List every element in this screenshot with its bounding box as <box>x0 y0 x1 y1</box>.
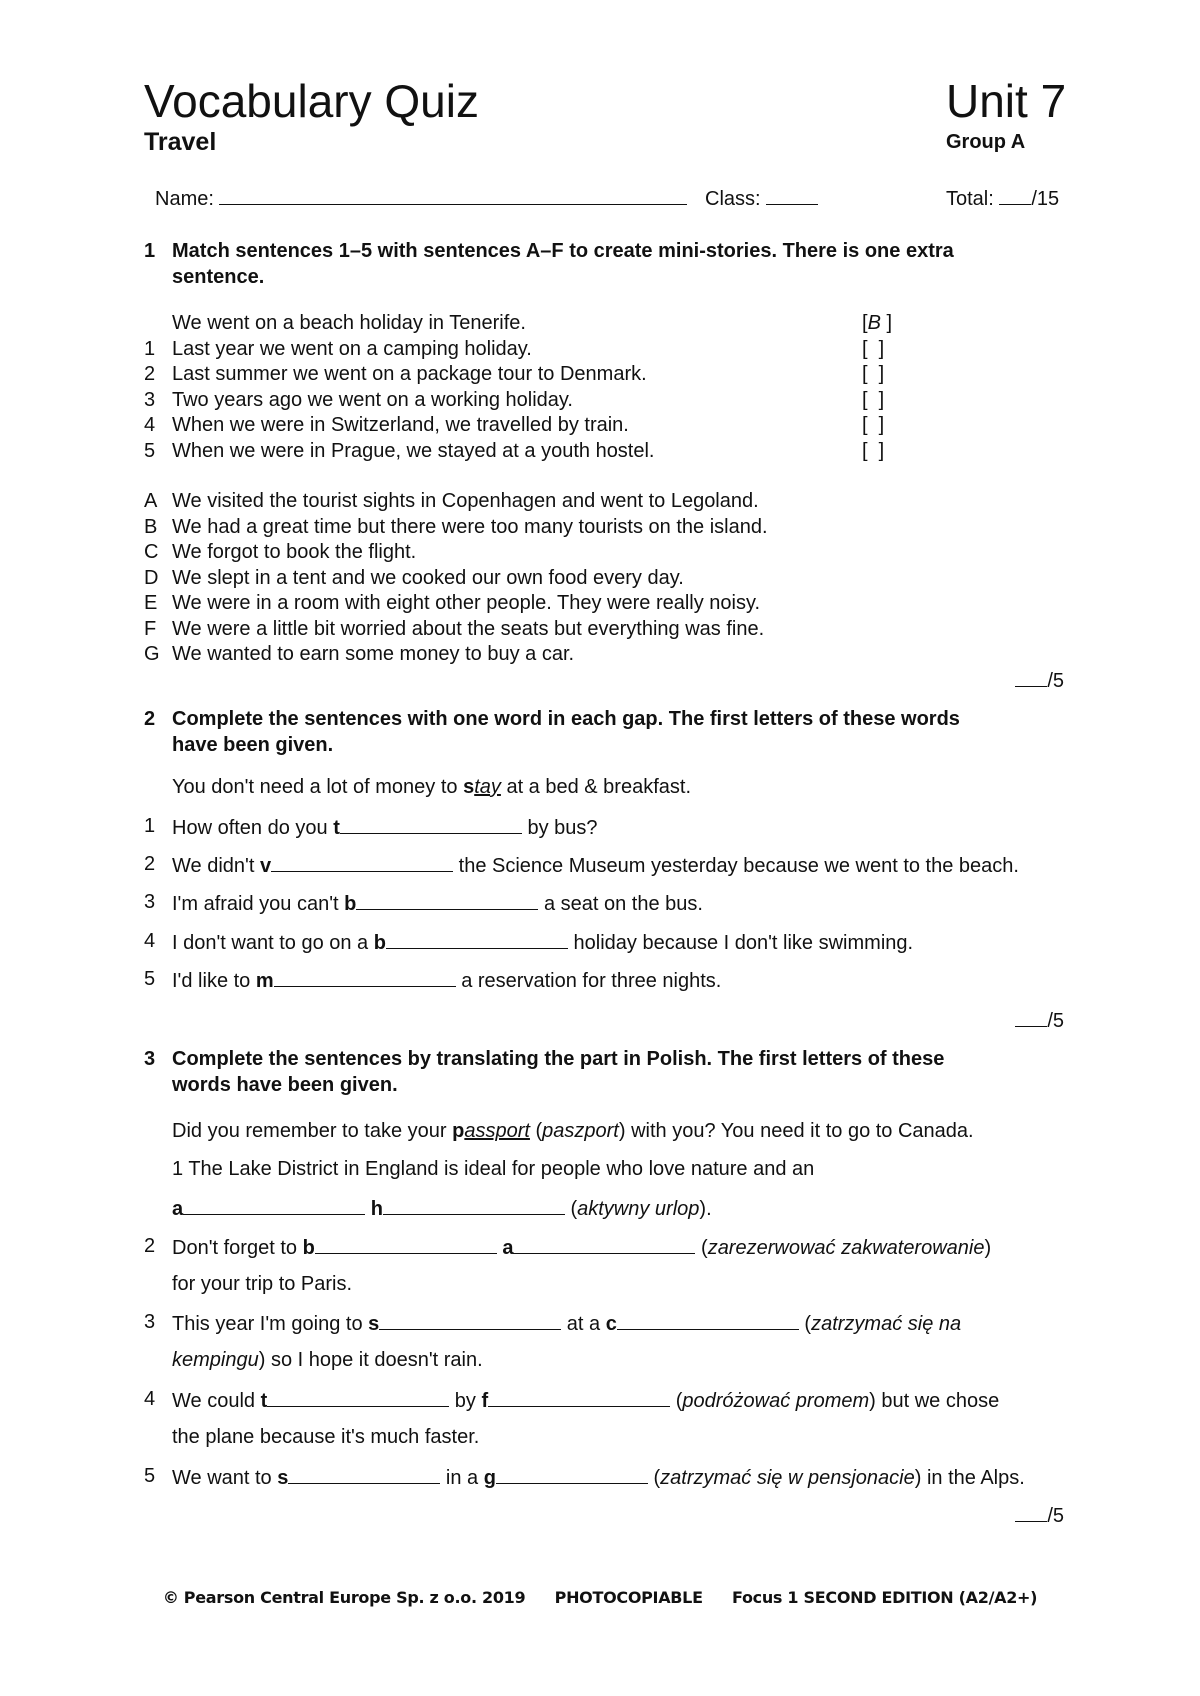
q3-gap-1a[interactable] <box>183 1196 365 1215</box>
page-title: Vocabulary Quiz <box>144 75 479 127</box>
unit-label: Unit 7 <box>946 75 1067 127</box>
q2-gap-1[interactable] <box>340 815 522 834</box>
q3-number: 3 <box>144 1048 156 1070</box>
q3-gap-2b[interactable] <box>315 1235 497 1254</box>
footer-edition: Focus 1 SECOND EDITION (A2/A2+) <box>731 1588 1038 1607</box>
footer-copyright: © Pearson Central Europe Sp. z o.o. 2019 <box>162 1588 526 1607</box>
q3-score[interactable]: /5 <box>1015 1503 1064 1528</box>
q2-gap-3[interactable] <box>356 891 538 910</box>
class-label: Class: <box>705 188 761 210</box>
q3-gap-5s[interactable] <box>288 1465 440 1484</box>
total-field[interactable] <box>946 186 1059 211</box>
q1-answer-box-4[interactable]: [ ] <box>862 414 885 436</box>
name-label: Name: <box>155 188 214 210</box>
total-line[interactable] <box>999 186 1031 205</box>
q3-gap-5g[interactable] <box>496 1465 648 1484</box>
q3-gap-1h[interactable] <box>383 1196 565 1215</box>
q2-number: 2 <box>144 708 156 730</box>
q3-gap-4t[interactable] <box>267 1388 449 1407</box>
q2-instruction-line1: Complete the sentences with one word in each gap. The first letters of these words <box>172 708 960 730</box>
total-max: /15 <box>1031 188 1060 210</box>
group-label: Group A <box>946 131 1026 153</box>
q3-instruction-line2: words have been given. <box>172 1074 398 1096</box>
q1-answer-box-5[interactable]: [ ] <box>862 439 885 462</box>
q3-gap-4f[interactable] <box>488 1388 670 1407</box>
name-field[interactable] <box>155 186 687 211</box>
q1-instruction-line1: Match sentences 1–5 with sentences A–F to create mini-stories. There is one extra <box>172 240 954 262</box>
q2-gap-2[interactable] <box>271 853 453 872</box>
q1-score[interactable]: /5 <box>1015 668 1064 693</box>
class-line[interactable] <box>766 186 818 205</box>
q1-number: 1 <box>144 240 156 262</box>
q2-instruction-line2: have been given. <box>172 734 334 756</box>
q1-instruction-line2: sentence. <box>172 266 265 288</box>
q2-gap-5[interactable] <box>274 968 456 987</box>
total-label: Total: <box>946 188 994 210</box>
topic-label: Travel <box>144 128 217 156</box>
q3-gap-2a[interactable] <box>513 1235 695 1254</box>
q3-instruction-line1: Complete the sentences by translating the part in Polish. The first letters of these <box>172 1048 945 1070</box>
footer <box>0 1588 1200 1607</box>
q2-instruction <box>172 706 960 758</box>
q2-gap-4[interactable] <box>386 930 568 949</box>
q1-example-answer: [B ] <box>862 312 893 334</box>
q2-score[interactable]: /5 <box>1015 1008 1064 1033</box>
class-field[interactable] <box>705 186 818 211</box>
q1-answer-box-2[interactable]: [ ] <box>862 363 885 385</box>
footer-photocopiable: PHOTOCOPIABLE <box>554 1588 703 1607</box>
q3-gap-3s[interactable] <box>379 1311 561 1330</box>
name-line[interactable] <box>219 186 687 205</box>
q3-gap-3c[interactable] <box>617 1311 799 1330</box>
q1-answer-box-1[interactable]: [ ] <box>862 337 885 360</box>
q1-example-text: We went on a beach holiday in Tenerife. <box>172 312 526 334</box>
q1-answer-box-3[interactable]: [ ] <box>862 388 885 411</box>
q3-instruction <box>172 1046 944 1098</box>
q1-instruction <box>172 238 954 290</box>
